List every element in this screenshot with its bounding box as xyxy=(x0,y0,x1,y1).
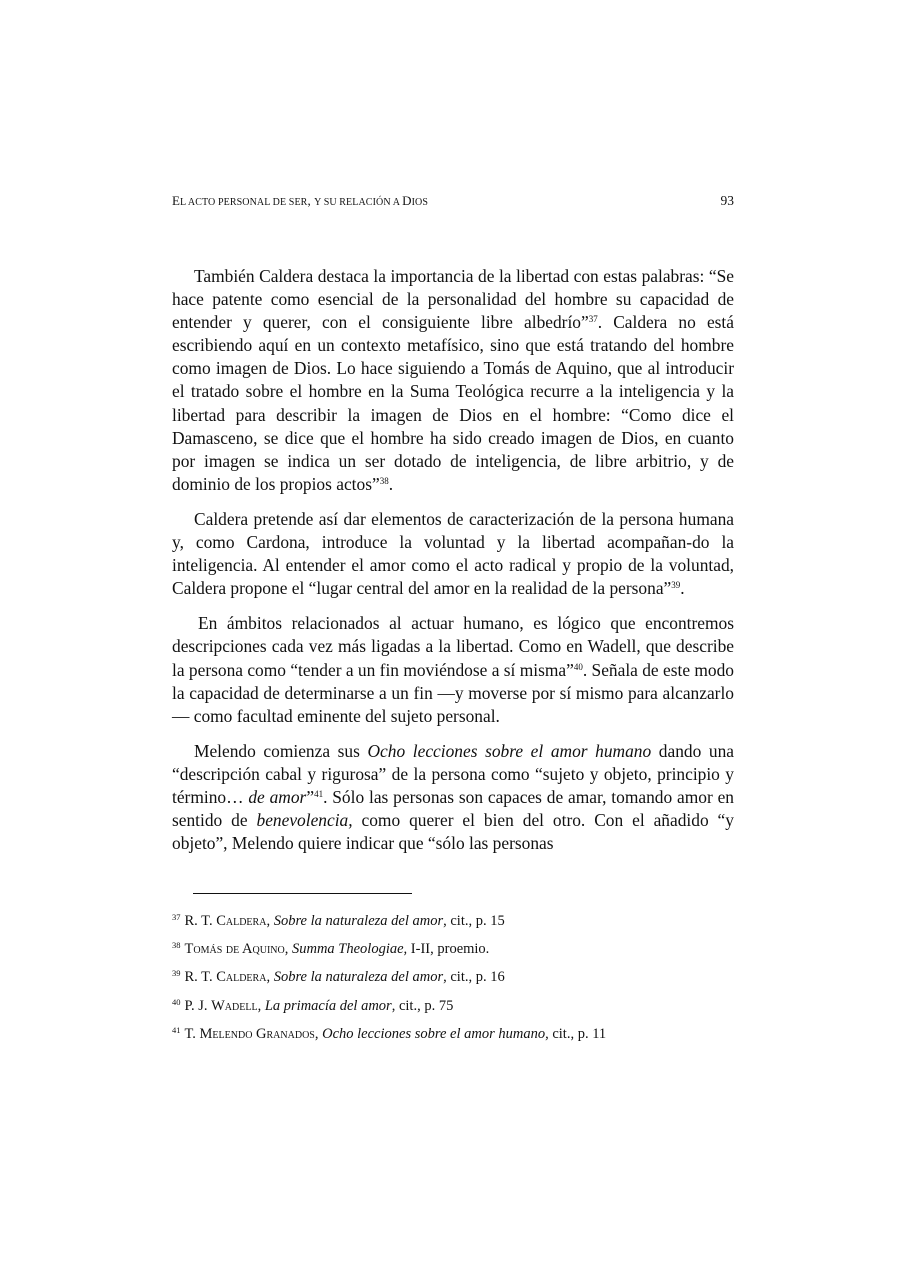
running-header xyxy=(172,193,734,213)
paragraph: Melendo comienza sus Ocho lecciones sobre el amor humano dando una “descripción cabal y rigurosa” de la persona como “sujeto y objeto, principio y término… de amor”$^{41}$. Sólo las personas son capaces de amar, tomando amor en sentido de benevolencia, como querer el bien del otro. Con el añadido “y objeto”, Melendo quiere indicar que “sólo las personas xyxy=(172,740,735,854)
footnote: $^{41}$ T. Melendo Granados, Ocho lecciones sobre el amor humano, cit., p. 11 xyxy=(172,1024,607,1042)
footnote-author: Caldera xyxy=(216,913,267,929)
footnote: $^{40}$ P. J. Wadell, La primacía del amor, cit., p. 75 xyxy=(172,996,454,1014)
footnote-ref: 40 xyxy=(573,661,583,672)
footnote-author: Tomás de Aquino xyxy=(184,941,285,958)
footnote-author: Melendo Granados xyxy=(199,1025,315,1042)
body-text xyxy=(172,265,734,867)
footnote-author: Caldera xyxy=(216,969,267,986)
footnote-author: Wadell xyxy=(211,997,258,1014)
page-number: 93 xyxy=(720,193,734,208)
running-title: EL ACTO PERSONAL DE SER, Y SU RELACIÓN A DIOS xyxy=(172,193,428,208)
footnote-rule xyxy=(193,893,412,894)
footnote: $^{38}$ Tomás de Aquino, Summa Theologiae, I-II, proemio. xyxy=(172,940,490,958)
footnote-ref: 41 xyxy=(314,788,324,799)
footnote: $^{39}$ R. T. Caldera, Sobre la naturaleza del amor, cit., p. 16 xyxy=(172,968,505,986)
footnote: $^{37}$ R. T. Caldera, Sobre la naturaleza del amor, cit., p. 15 xyxy=(172,912,505,929)
paragraph: También Caldera destaca la importancia de la libertad con estas palabras: “Se hace patente como esencial de la personalidad del hombre su capacidad de entender y querer, con el consiguiente libre albedrío”$^{37}$. Caldera no está escribiendo aquí en un contexto metafísico, sino que está tratando del hombre como imagen de Dios. Lo hace siguiendo a Tomás de Aquino, que al introducir el tratado sobre el hombre en la Suma Teológica recurre a la inteligencia y la libertad para describir la imagen de Dios en el hombre: “Como dice el Damasceno, se dice que el hombre ha sido creado imagen de Dios, en cuanto por imagen se indica un ser dotado de inteligencia, de libre arbitrio, y de dominio de los propios actos”$^{38}$. xyxy=(172,266,734,494)
footnote-ref: 37 xyxy=(588,314,598,325)
footnote-ref: 38 xyxy=(379,475,389,486)
paragraph: En ámbitos relacionados al actuar humano, es lógico que encontremos descripciones cada vez más ligadas a la libertad. Como en Wadell, que describe la persona como “tender a un fin moviéndose a sí misma”$^{40}$. Señala de este modo la capacidad de determinarse a un fin —y moverse por sí mismo para alcanzarlo— como facultad eminente del sujeto personal. xyxy=(172,613,734,726)
footnote-ref: 39 xyxy=(671,580,681,591)
footnotes xyxy=(172,911,734,1052)
paragraph: Caldera pretende así dar elementos de caracterización de la persona humana y, como Cardona, introduce la voluntad y la libertad acompañan-do la inteligencia. Al entender el amor como el acto radical y propio de la voluntad, Caldera propone el “lugar central del amor en la realidad de la persona”$^{39}$. xyxy=(172,508,734,599)
